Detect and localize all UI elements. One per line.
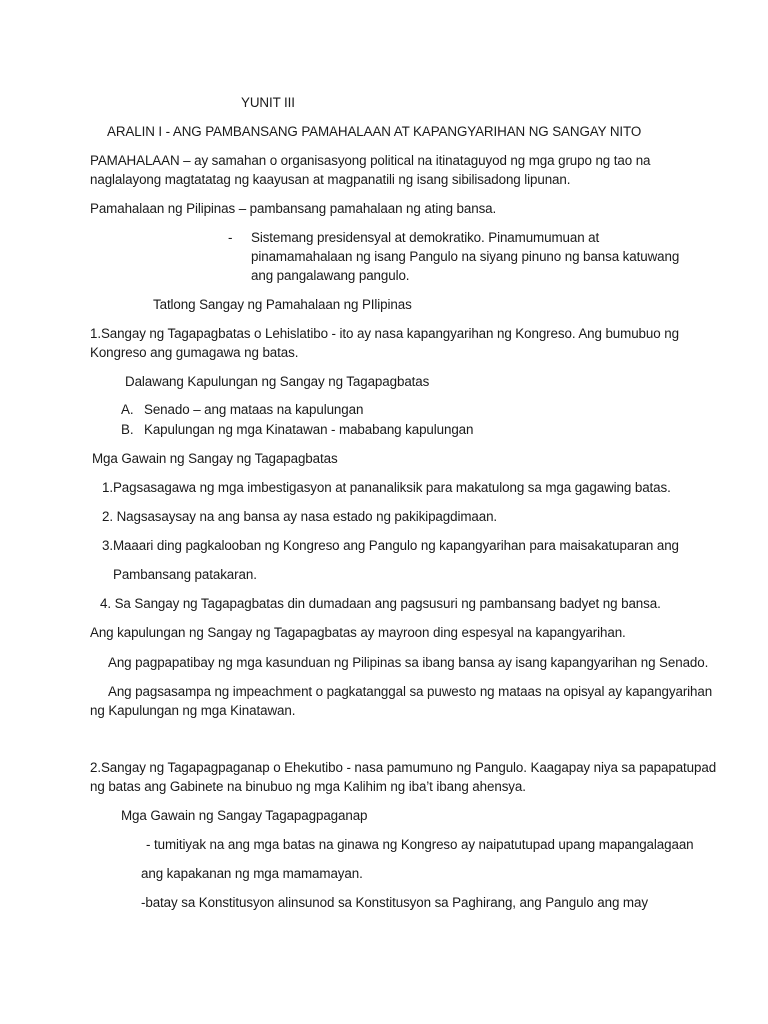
bullet-dash: - bbox=[228, 230, 233, 245]
legislative-duty-3-cont: Pambansang patakaran. bbox=[113, 567, 257, 582]
executive-intro-2: ng batas ang Gabinete na binubuo ng mga Kalihim ng iba’t ibang ahensya. bbox=[90, 779, 526, 794]
special-powers-line: Ang kapulungan ng Sangay ng Tagapagbatas ay mayroon ding espesyal na kapangyarihan. bbox=[90, 625, 626, 640]
lesson-title: ARALIN I - ANG PAMBANSANG PAMAHALAAN AT KAPANGYARIHAN NG SANGAY NITO bbox=[107, 124, 642, 139]
system-line-3: ang pangalawang pangulo. bbox=[251, 268, 410, 283]
chamber-a-text: Senado – ang mataas na kapulungan bbox=[144, 402, 364, 417]
system-line-2: pinamamahalaan ng isang Pangulo na siyang pinuno ng bansa katuwang bbox=[251, 249, 680, 264]
house-power-line-1: Ang pagsasampa ng impeachment o pagkatanggal sa puwesto ng mataas na opisyal ay kapangyarihan bbox=[108, 684, 713, 699]
chamber-b-text: Kapulungan ng mga Kinatawan - mababang kapulungan bbox=[144, 422, 474, 437]
executive-intro-1: 2.Sangay ng Tagapagpaganap o Ehekutibo - nasa pamumuno ng Pangulo. Kaagapay niya sa papapatupad bbox=[90, 760, 717, 775]
executive-duty-1-cont: ang kapakanan ng mga mamamayan. bbox=[141, 866, 363, 881]
chambers-heading: Dalawang Kapulungan ng Sangay ng Tagapagbatas bbox=[125, 374, 430, 389]
definition-line-1: PAMAHALAAN – ay samahan o organisasyong political na itinataguyod ng mga grupo ng tao na bbox=[90, 153, 651, 168]
unit-title: YUNIT III bbox=[241, 95, 295, 110]
executive-duties-heading: Mga Gawain ng Sangay Tagapagpaganap bbox=[121, 808, 368, 823]
senate-power-line: Ang pagpapatibay ng mga kasunduan ng Pilipinas sa ibang bansa ay isang kapangyarihan ng Senado. bbox=[108, 655, 709, 670]
system-line-1: Sistemang presidensyal at demokratiko. Pinamumumuan at bbox=[251, 230, 600, 245]
chamber-b-marker: B. bbox=[121, 422, 134, 437]
legislative-intro-1: 1.Sangay ng Tagapagbatas o Lehislatibo - ito ay nasa kapangyarihan ng Kongreso. Ang bumubuo ng bbox=[90, 326, 679, 341]
legislative-duty-4: 4. Sa Sangay ng Tagapagbatas din dumadaan ang pagsusuri ng pambansang badyet ng bansa. bbox=[100, 596, 661, 611]
executive-duty-1: - tumitiyak na ang mga batas na ginawa ng Kongreso ay naipatutupad upang mapangalagaan bbox=[146, 837, 694, 852]
legislative-intro-2: Kongreso ang gumagawa ng batas. bbox=[90, 345, 299, 360]
ph-government-line: Pamahalaan ng Pilipinas – pambansang pamahalaan ng ating bansa. bbox=[90, 201, 497, 216]
house-power-line-2: ng Kapulungan ng mga Kinatawan. bbox=[90, 703, 296, 718]
chamber-a-marker: A. bbox=[121, 402, 134, 417]
legislative-duty-1: 1.Pagsasagawa ng mga imbestigasyon at pananaliksik para makatulong sa mga gagawing batas. bbox=[102, 480, 671, 495]
legislative-duties-heading: Mga Gawain ng Sangay ng Tagapagbatas bbox=[92, 451, 338, 466]
three-branches-heading: Tatlong Sangay ng Pamahalaan ng PIlipinas bbox=[153, 297, 412, 312]
executive-duty-2: -batay sa Konstitusyon alinsunod sa Konstitusyon sa Paghirang, ang Pangulo ang may bbox=[141, 895, 648, 910]
legislative-duty-3: 3.Maaari ding pagkalooban ng Kongreso ang Pangulo ng kapangyarihan para maisakatuparan ang bbox=[102, 538, 679, 553]
definition-line-2: naglalayong magtatatag ng kaayusan at magpanatili ng isang sibilisadong lipunan. bbox=[90, 172, 571, 187]
legislative-duty-2: 2. Nagsasaysay na ang bansa ay nasa estado ng pakikipagdimaan. bbox=[102, 509, 498, 524]
